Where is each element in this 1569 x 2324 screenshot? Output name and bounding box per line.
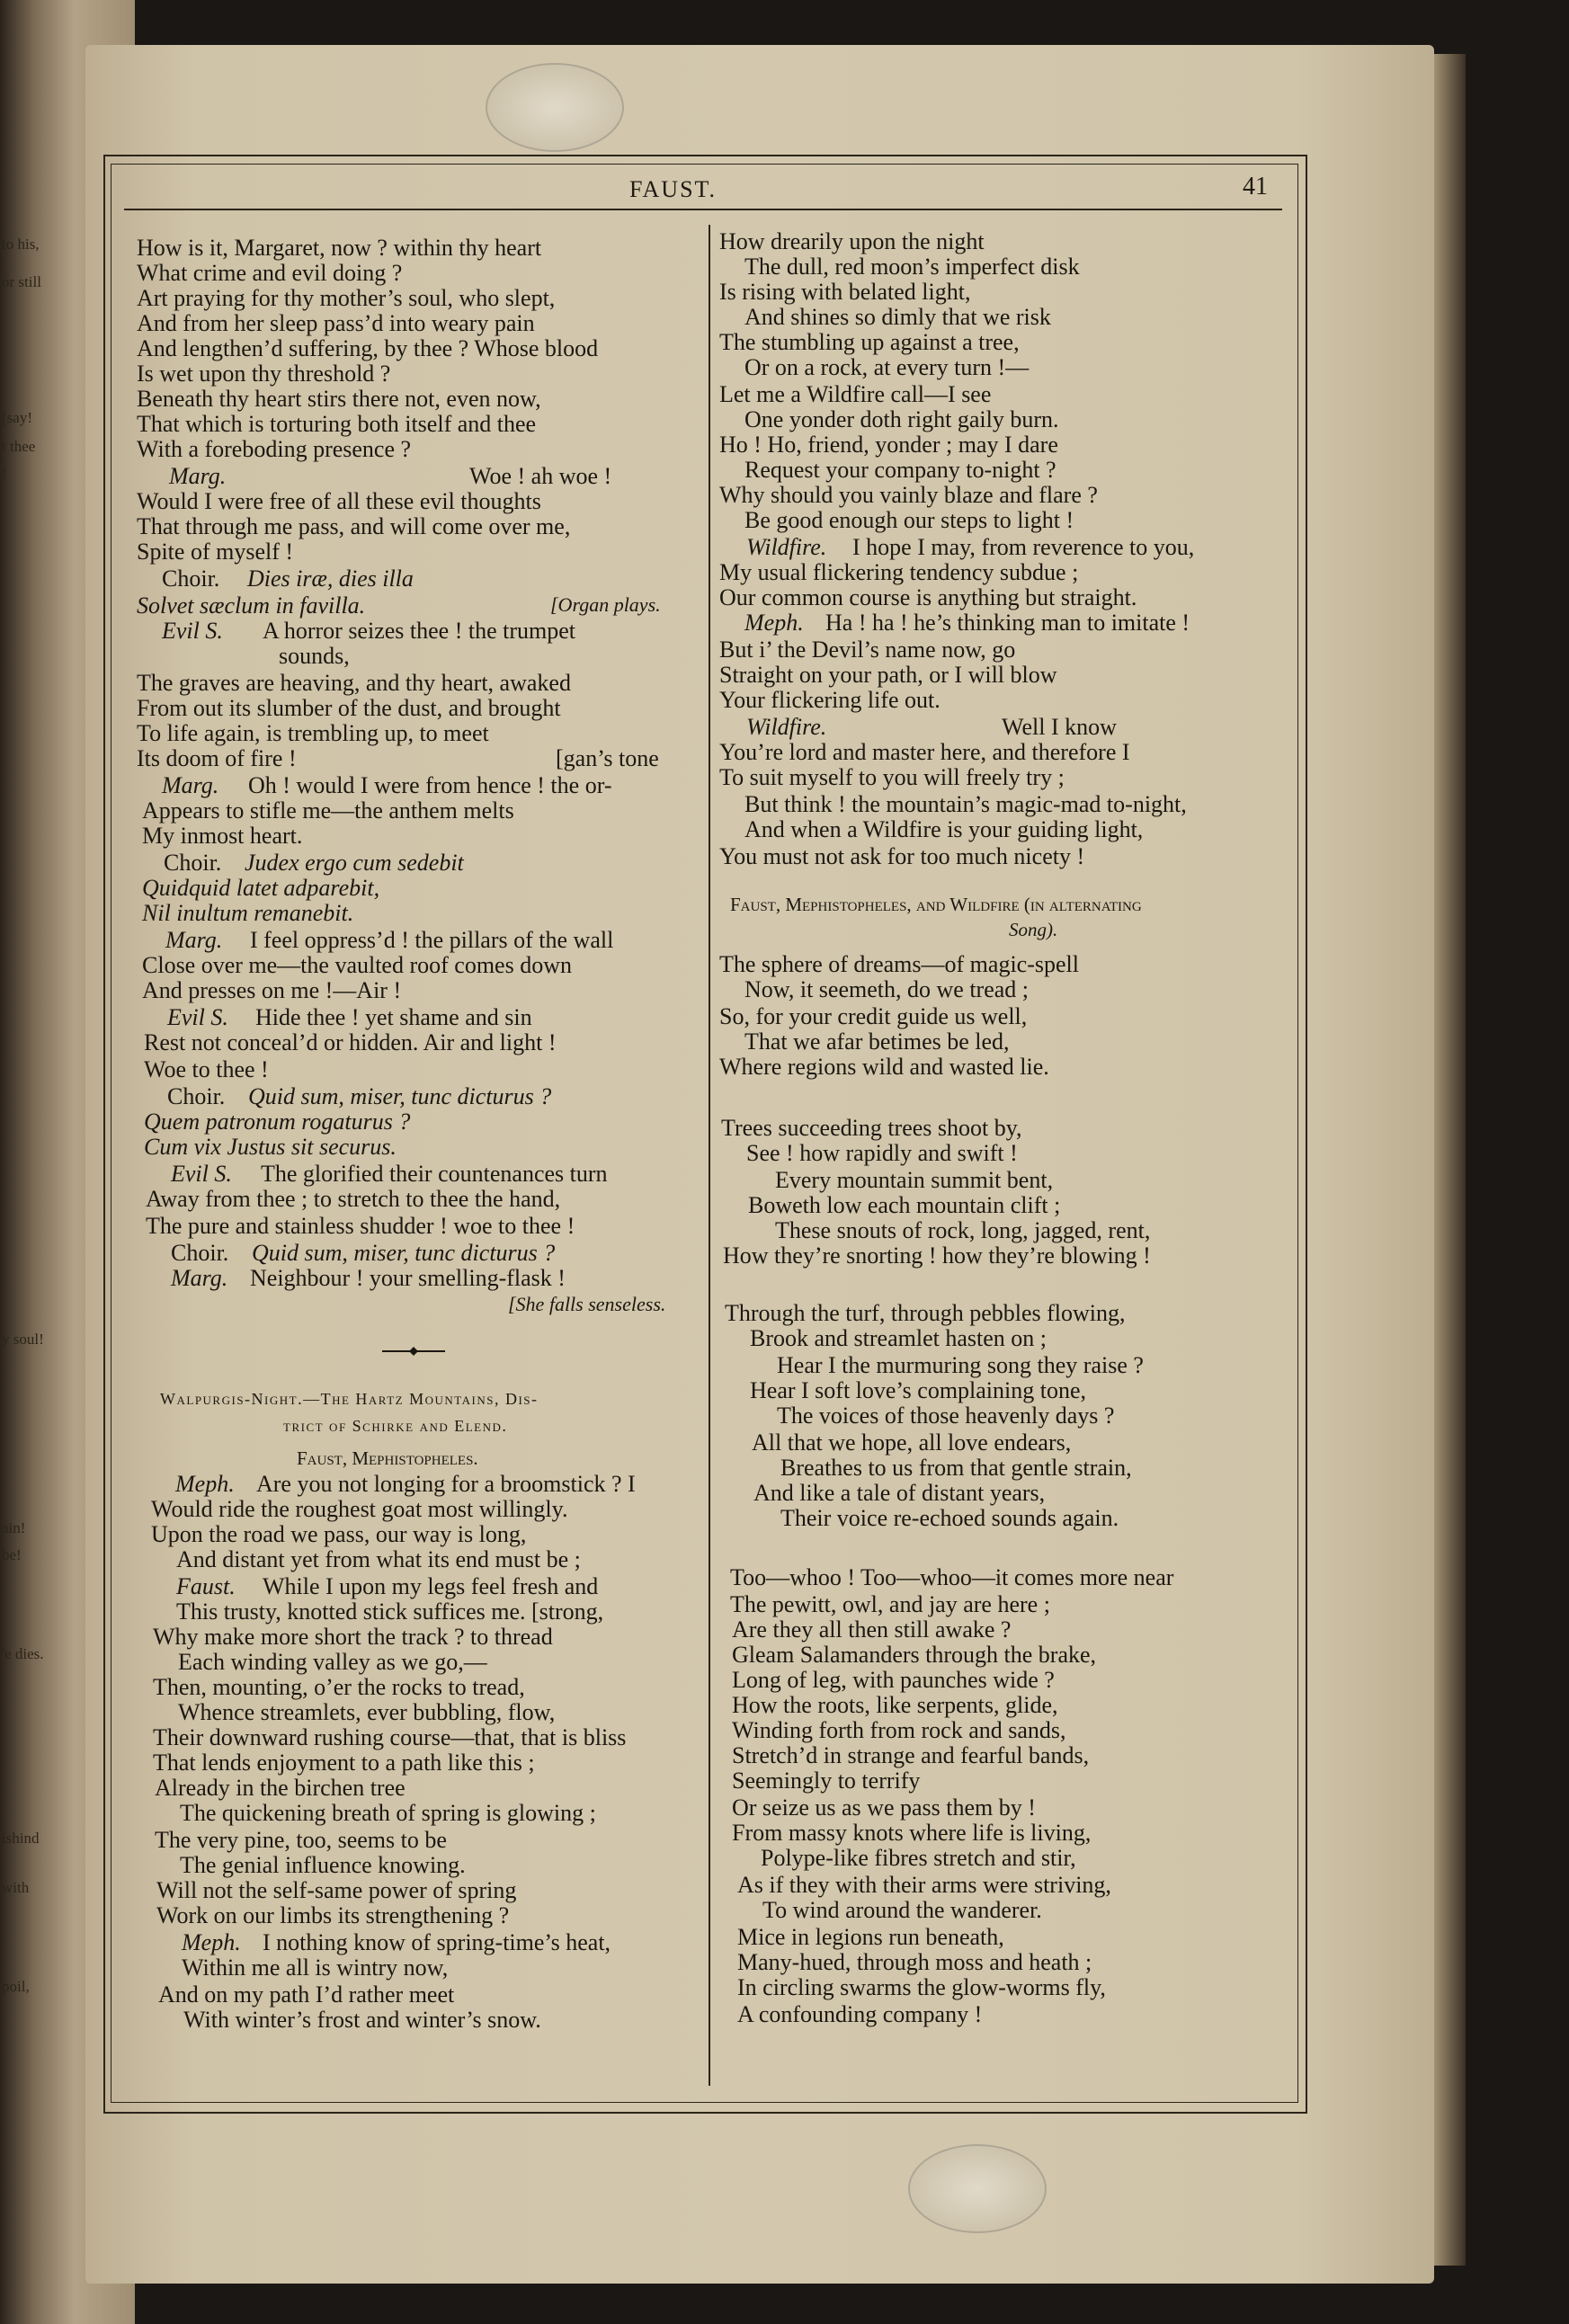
- text-line: That lends enjoyment to a path like this ;: [153, 1750, 535, 1776]
- text-line: Neighbour ! your smelling-flask !: [250, 1265, 566, 1291]
- margin-fragment: poil,: [2, 1978, 30, 1995]
- speaker-label: Marg.: [171, 1265, 228, 1291]
- text-line: Art praying for thy mother’s soul, who slept,: [137, 285, 556, 311]
- page-clip-top: [486, 63, 624, 152]
- text-line: Brook and streamlet hasten on ;: [750, 1325, 1047, 1351]
- text-line: Quid sum, miser, tunc dicturus ?: [252, 1240, 556, 1266]
- margin-fragment: to his,: [2, 236, 40, 253]
- text-line: Quid sum, miser, tunc dicturus ?: [248, 1083, 552, 1109]
- speaker-label: Choir.: [167, 1083, 226, 1109]
- text-line: Long of leg, with paunches wide ?: [732, 1667, 1055, 1693]
- text-line: To wind around the wanderer.: [762, 1897, 1042, 1923]
- margin-fragment: 'e dies.: [2, 1645, 44, 1662]
- text-line: Within me all is wintry now,: [182, 1954, 449, 1981]
- text-line: How they’re snorting ! how they’re blowing !: [723, 1242, 1151, 1269]
- text-line: And lengthen’d suffering, by thee ? Whose blood: [137, 335, 599, 361]
- text-line: Your flickering life out.: [719, 687, 941, 713]
- text-line: The quickening breath of spring is glowing ;: [180, 1800, 596, 1826]
- text-line: The pure and stainless shudder ! woe to thee !: [146, 1213, 575, 1239]
- text-line: Where regions wild and wasted lie.: [719, 1054, 1049, 1080]
- text-line: Polype-like fibres stretch and stir,: [761, 1845, 1076, 1871]
- text-line: I nothing know of spring-time’s heat,: [263, 1929, 611, 1955]
- text-line: With winter’s frost and winter’s snow.: [183, 2007, 541, 2033]
- speaker-label: Meph.: [175, 1471, 235, 1497]
- text-line: Solvet sæclum in favilla.: [137, 592, 366, 619]
- margin-fragment: ishind: [2, 1830, 40, 1847]
- text-line: Quem patronum rogaturus ?: [144, 1109, 411, 1135]
- text-line: And presses on me !—Air !: [142, 977, 402, 1003]
- text-line: Dies iræ, dies illa: [247, 565, 414, 592]
- text-line: That we afar betimes be led,: [744, 1028, 1010, 1055]
- text-line: Already in the birchen tree: [155, 1775, 406, 1801]
- text-line: The sphere of dreams—of magic-spell: [719, 951, 1079, 977]
- text-line: Seemingly to terrify: [732, 1767, 921, 1794]
- column-rule: [709, 225, 710, 2086]
- text-line: Hear I the murmuring song they raise ?: [777, 1352, 1144, 1378]
- speaker-label: Evil S.: [171, 1161, 232, 1187]
- text-line: Be good enough our steps to light !: [744, 507, 1074, 533]
- text-line: And distant yet from what its end must be ;: [176, 1546, 581, 1572]
- text-line: Woe to thee !: [144, 1056, 269, 1082]
- text-line: The genial influence knowing.: [180, 1852, 466, 1878]
- margin-fragment: y soul!: [2, 1331, 44, 1348]
- text-line: So, for your credit guide us well,: [719, 1003, 1028, 1029]
- text-line: I hope I may, from reverence to you,: [852, 534, 1195, 560]
- text-line: Why make more short the track ? to thread: [153, 1624, 553, 1650]
- text-line: Oh ! would I were from hence ! the or-: [248, 772, 612, 798]
- text-line: But i’ the Devil’s name now, go: [719, 637, 1016, 663]
- text-line: Rest not conceal’d or hidden. Air and light !: [144, 1029, 557, 1055]
- text-line: Their voice re-echoed sounds again.: [780, 1505, 1119, 1531]
- text-line: My inmost heart.: [142, 823, 303, 849]
- speaker-label: Marg.: [169, 463, 227, 489]
- text-line: Each winding valley as we go,—: [178, 1649, 487, 1675]
- text-line: And on my path I’d rather meet: [158, 1981, 455, 2008]
- text-line: The dull, red moon’s imperfect disk: [744, 254, 1080, 280]
- text-line: Through the turf, through pebbles flowing,: [725, 1300, 1126, 1326]
- text-line: Let me a Wildfire call—I see: [719, 381, 992, 407]
- stage-direction: [She falls senseless.: [508, 1293, 666, 1315]
- text-line: While I upon my legs feel fresh and: [263, 1573, 599, 1599]
- text-line: From out its slumber of the dust, and brought: [137, 695, 561, 721]
- text-line: That which is torturing both itself and thee: [137, 411, 537, 437]
- text-line: But think ! the mountain’s magic-mad to-night,: [744, 791, 1187, 817]
- text-line: Or on a rock, at every turn !—: [744, 354, 1030, 380]
- margin-fragment: or still: [2, 273, 41, 290]
- text-line: With a foreboding presence ?: [137, 436, 412, 462]
- text-line: Hear I soft love’s complaining tone,: [750, 1377, 1087, 1403]
- text-line: A horror seizes thee ! the trumpet: [263, 618, 575, 644]
- text-line: Stretch’d in strange and fearful bands,: [732, 1742, 1090, 1768]
- text-line: And shines so dimly that we risk: [744, 304, 1051, 330]
- text-line: Mice in legions run beneath,: [737, 1924, 1004, 1950]
- text-line: My usual flickering tendency subdue ;: [719, 559, 1079, 585]
- text-line: Why should you vainly blaze and flare ?: [719, 482, 1098, 508]
- speaker-label: Marg.: [165, 927, 223, 953]
- text-line: Ha ! ha ! he’s thinking man to imitate !: [825, 610, 1190, 636]
- text-line: And from her sleep pass’d into weary pain: [137, 310, 535, 336]
- text-line: The stumbling up against a tree,: [719, 329, 1020, 355]
- text-line: Are they all then still awake ?: [732, 1616, 1012, 1643]
- text-line: I feel oppress’d ! the pillars of the wall: [250, 927, 614, 953]
- margin-fragment: be!: [2, 1546, 22, 1563]
- text-line: [gan’s tone: [556, 745, 659, 771]
- text-line: Request your company to-night ?: [744, 457, 1056, 483]
- text-line: Upon the road we pass, our way is long,: [151, 1521, 527, 1547]
- scene-heading: trict of Schirke and Elend.: [283, 1417, 508, 1435]
- text-line: In circling swarms the glow-worms fly,: [737, 1974, 1106, 2000]
- text-line: How drearily upon the night: [719, 228, 985, 254]
- running-head: FAUST.: [629, 176, 717, 202]
- speaker-label: Choir.: [171, 1240, 229, 1266]
- text-line: Breathes to us from that gentle strain,: [780, 1455, 1132, 1481]
- speaker-label: Evil S.: [167, 1004, 228, 1030]
- text-line: Straight on your path, or I will blow: [719, 662, 1057, 688]
- text-line: Judex ergo cum sedebit: [245, 850, 464, 876]
- text-line: This trusty, knotted stick suffices me. [strong,: [176, 1598, 604, 1625]
- text-line: Would ride the roughest goat most willingly.: [151, 1496, 568, 1522]
- text-line: Our common course is anything but straight.: [719, 584, 1137, 610]
- text-line: Trees succeeding trees shoot by,: [721, 1115, 1022, 1141]
- text-line: Is rising with belated light,: [719, 279, 971, 305]
- speaker-label: Meph.: [182, 1929, 241, 1955]
- page-number: 41: [1243, 173, 1268, 200]
- text-line: These snouts of rock, long, jagged, rent,: [775, 1217, 1151, 1243]
- text-line: One yonder doth right gaily burn.: [744, 406, 1059, 432]
- section-ornament: [382, 1346, 445, 1357]
- text-line: A confounding company !: [737, 2001, 983, 2027]
- text-line: Whence streamlets, ever bubbling, flow,: [178, 1699, 556, 1725]
- speaker-label: Choir.: [164, 850, 222, 876]
- text-line: And like a tale of distant years,: [753, 1480, 1046, 1506]
- margin-fragment: ain!: [2, 1519, 26, 1536]
- text-line: All that we hope, all love endears,: [752, 1429, 1072, 1456]
- text-line: To life again, is trembling up, to meet: [137, 720, 489, 746]
- text-line: How the roots, like serpents, glide,: [732, 1692, 1058, 1718]
- text-line: To suit myself to you will freely try ;: [719, 764, 1065, 790]
- text-line: What crime and evil doing ?: [137, 260, 403, 286]
- text-line: Cum vix Justus sit securus.: [144, 1134, 397, 1160]
- text-line: Would I were free of all these evil thoughts: [137, 488, 541, 514]
- margin-fragment: with: [2, 1879, 30, 1896]
- text-line: Quidquid latet adparebit,: [142, 875, 380, 901]
- text-line: Every mountain summit bent,: [775, 1167, 1054, 1193]
- text-line: How is it, Margaret, now ? within thy heart: [137, 235, 542, 261]
- text-line: Work on our limbs its strengthening ?: [156, 1902, 510, 1928]
- speaker-label: Choir.: [162, 565, 220, 592]
- characters-line: Faust, Mephistopheles.: [297, 1447, 478, 1469]
- text-line: Woe ! ah woe !: [469, 463, 612, 489]
- text-line: From massy knots where life is living,: [732, 1820, 1092, 1846]
- text-line: Winding forth from rock and sands,: [732, 1717, 1066, 1743]
- text-line: And when a Wildfire is your guiding light,: [744, 816, 1144, 842]
- speaker-label: Wildfire.: [746, 534, 827, 560]
- text-line: Gleam Salamanders through the brake,: [732, 1642, 1097, 1668]
- text-line: Well I know: [1002, 714, 1117, 740]
- text-line: Or seize us as we pass them by !: [732, 1794, 1036, 1821]
- text-line: Now, it seemeth, do we tread ;: [744, 976, 1029, 1002]
- text-line: Appears to stifle me—the anthem melts: [142, 797, 514, 824]
- text-line: The pewitt, owl, and jay are here ;: [730, 1591, 1050, 1617]
- text-line: Spite of myself !: [137, 539, 294, 565]
- text-line: Many-hued, through moss and heath ;: [737, 1949, 1092, 1975]
- song-heading: Faust, Mephistopheles, and Wildfire (in alternating: [730, 894, 1142, 915]
- page-clip-bottom: [908, 2144, 1047, 2233]
- text-line: You must not ask for too much nicety !: [719, 843, 1085, 869]
- text-line: As if they with their arms were striving,: [737, 1872, 1111, 1898]
- header-rule: [124, 209, 1282, 210]
- text-line: Beneath thy heart stirs there not, even now,: [137, 386, 541, 412]
- text-line: Away from thee ; to stretch to thee the hand,: [146, 1186, 561, 1212]
- speaker-label: Evil S.: [162, 618, 223, 644]
- text-line: See ! how rapidly and swift !: [746, 1140, 1018, 1166]
- text-line: Is wet upon thy threshold ?: [137, 361, 391, 387]
- text-line: The very pine, too, seems to be: [155, 1827, 447, 1853]
- scene-heading: Walpurgis-Night.—The Hartz Mountains, Dis-: [160, 1390, 539, 1408]
- speaker-label: Faust.: [176, 1573, 236, 1599]
- text-line: Nil inultum remanebit.: [142, 900, 354, 926]
- text-line: The voices of those heavenly days ?: [777, 1402, 1115, 1429]
- text-line: Ho ! Ho, friend, yonder ; may I dare: [719, 432, 1058, 458]
- text-line: The glorified their countenances turn: [261, 1161, 608, 1187]
- text-line: Then, mounting, o’er the rocks to tread,: [153, 1674, 525, 1700]
- margin-fragment: !: [2, 465, 7, 482]
- text-line: Will not the self-same power of spring: [156, 1877, 517, 1903]
- text-line: Hide thee ! yet shame and sin: [255, 1004, 532, 1030]
- text-line: Boweth low each mountain clift ;: [748, 1192, 1061, 1218]
- speaker-label: Marg.: [162, 772, 219, 798]
- text-line: sounds,: [279, 643, 350, 669]
- song-heading: Song).: [1009, 919, 1058, 940]
- speaker-label: Wildfire.: [746, 714, 827, 740]
- text-line: Its doom of fire !: [137, 745, 297, 771]
- stage-direction: [Organ plays.: [550, 593, 661, 616]
- text-line: That through me pass, and will come over me,: [137, 513, 571, 539]
- speaker-label: Meph.: [744, 610, 804, 636]
- text-line: Their downward rushing course—that, that is bliss: [153, 1724, 627, 1750]
- margin-fragment: [say!: [2, 409, 32, 426]
- text-line: Are you not longing for a broomstick ? I: [256, 1471, 636, 1497]
- text-line: You’re lord and master here, and therefore I: [719, 739, 1130, 765]
- text-line: Too—whoo ! Too—whoo—it comes more near: [730, 1564, 1174, 1590]
- text-line: The graves are heaving, and thy heart, awaked: [137, 670, 571, 696]
- text-line: Close over me—the vaulted roof comes down: [142, 952, 572, 978]
- margin-fragment: t thee: [2, 438, 36, 455]
